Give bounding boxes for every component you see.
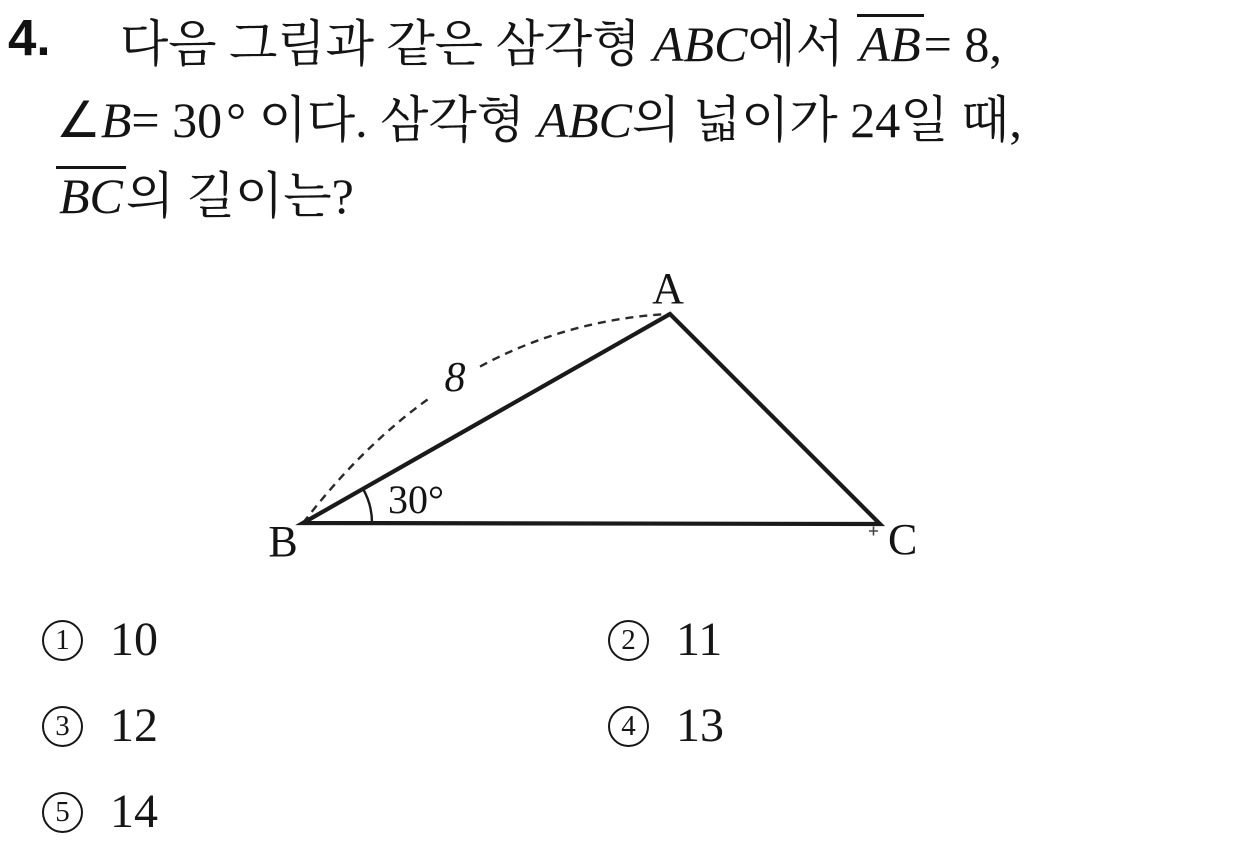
side-ab-length-label: 8 [444, 355, 466, 401]
question-text-segment: 다음 그림과 같은 삼각형 [120, 16, 653, 72]
degree-symbol: ° [226, 92, 247, 148]
choice-1-value: 10 [110, 613, 158, 666]
choice-3-value: 12 [110, 699, 158, 752]
math-triangle-name: ABC [537, 92, 633, 148]
math-value-ab: = 8, [923, 16, 1002, 72]
math-segment-ab-overline: AB [857, 14, 924, 69]
vertex-c-label: C [888, 515, 918, 564]
question-text-segment: 에서 [747, 16, 857, 72]
question-text-segment: 이다. 삼각형 [246, 92, 538, 148]
question-text-segment: 의 길이는? [125, 168, 354, 224]
choice-4 [608, 699, 724, 752]
choice-5 [42, 785, 158, 838]
choice-4-badge: 4 [608, 706, 649, 747]
choice-2-value: 11 [676, 613, 723, 666]
angle-b-label: 30° [388, 477, 444, 522]
vertex-a-label: A [652, 264, 684, 313]
math-area-value: 24 [850, 92, 901, 148]
vertex-b-label: B [268, 517, 298, 566]
choice-3 [42, 699, 158, 752]
choice-1-badge: 1 [42, 620, 83, 661]
math-angle-vertex: B [100, 92, 132, 148]
question-text-segment: 의 넓이가 [632, 92, 851, 148]
choice-5-value: 14 [110, 785, 158, 838]
choice-1 [42, 613, 158, 666]
choice-5-badge: 5 [42, 792, 83, 833]
math-segment-bc-overline: BC [56, 166, 126, 221]
choice-2-badge: 2 [608, 620, 649, 661]
choice-4-value: 13 [676, 699, 724, 752]
math-triangle-name: ABC [653, 16, 748, 72]
choice-2 [608, 613, 723, 666]
angle-symbol: ∠ [56, 92, 101, 148]
math-angle-value: = 30 [131, 92, 223, 148]
choice-3-badge: 3 [42, 706, 83, 747]
question-text-segment: 일 때, [900, 92, 1022, 148]
question-number: 4. [8, 9, 51, 66]
